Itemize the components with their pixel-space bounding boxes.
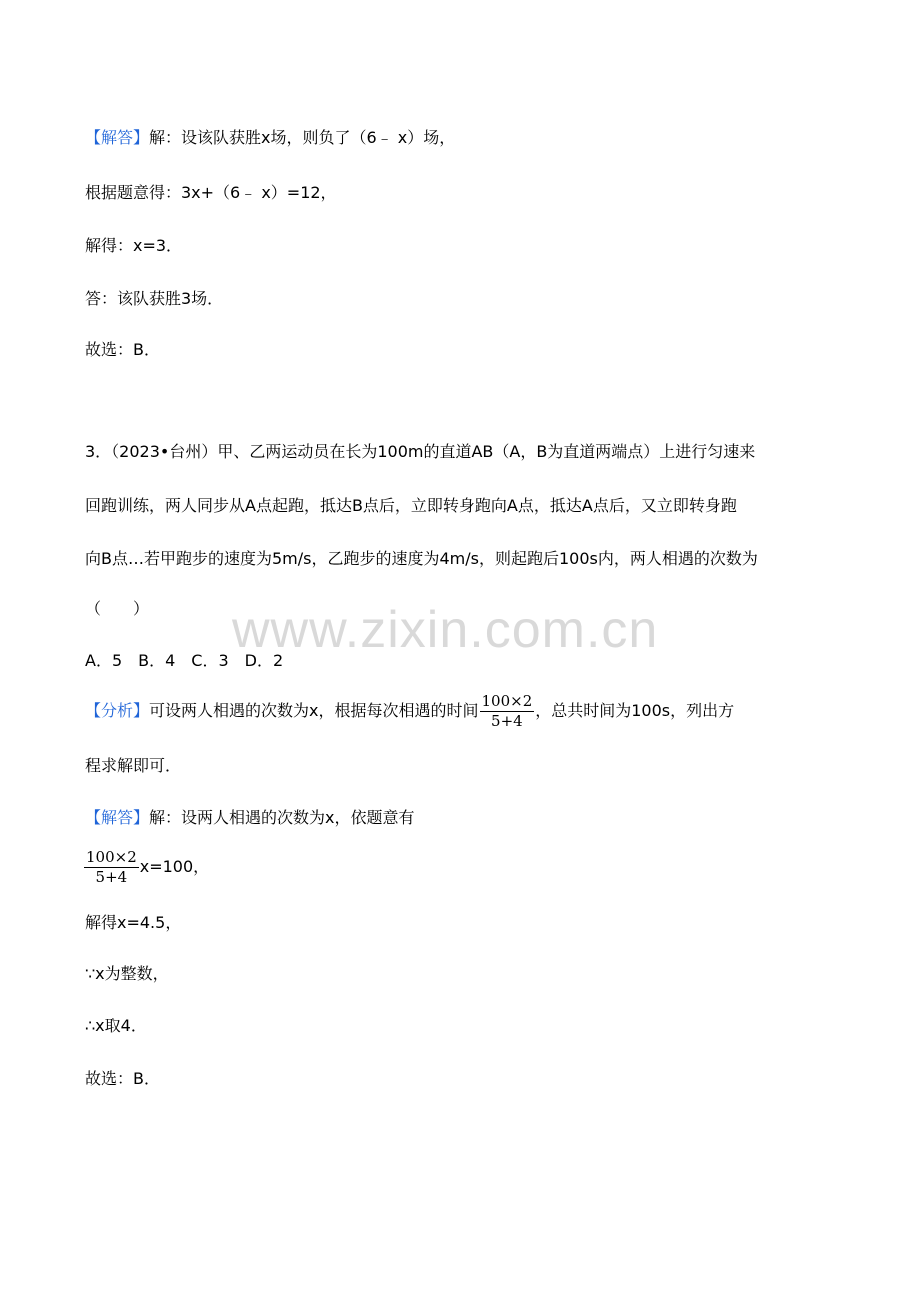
analysis-fraction [480, 693, 535, 730]
question-3-blank: （ ） [85, 599, 150, 618]
solution-line-3: 解得x=4.5， [85, 913, 182, 932]
watermark: www.zixin.com.cn [232, 601, 659, 659]
equation-fraction [84, 849, 139, 886]
solution-equation [83, 848, 209, 886]
analysis-fraction-denominator: 5+4 [491, 712, 523, 730]
answer-line-4: 答：该队获胜3场． [85, 289, 224, 308]
solution-text: 解：设两人相遇的次数为x，依题意有 [149, 808, 415, 827]
answer-line-3: 解得：x=3． [85, 236, 183, 255]
equation-fraction-numerator: 100×2 [86, 848, 137, 866]
answer-line-2: 根据题意得：3x+（6﹣ x）=12， [85, 183, 337, 202]
answer-line-1 [85, 128, 455, 148]
question-3-line-3: 向B点…若甲跑步的速度为5m/s，乙跑步的速度为4m/s，则起跑后100s内，两人相遇的次数为 [85, 549, 758, 568]
analysis-line-1 [85, 692, 734, 730]
analysis-line-2: 程求解即可． [85, 756, 182, 775]
analysis-text-after: ，总共时间为100s，列出方 [535, 701, 735, 720]
question-3-options: A．5 B．4 C．3 D．2 [85, 651, 284, 670]
solution-line-5: ∴x取4． [85, 1016, 147, 1035]
analysis-text-before: 可设两人相遇的次数为x，根据每次相遇的时间 [149, 701, 479, 720]
solution-tag: 【解答】 [85, 808, 150, 827]
answer-tag: 【解答】 [85, 128, 150, 147]
analysis-fraction-numerator: 100×2 [481, 692, 533, 710]
answer-line-5: 故选：B． [85, 340, 160, 359]
question-3-line-2: 回跑训练，两人同步从A点起跑，抵达B点后，立即转身跑向A点，抵达A点后，又立即转身跑 [85, 496, 737, 515]
solution-line-6: 故选：B． [85, 1069, 160, 1088]
equation-rest: x=100， [139, 857, 210, 876]
equation-fraction-denominator: 5+4 [95, 868, 128, 886]
solution-line-1 [85, 808, 415, 828]
question-3-line-1: 3．（2023•台州）甲、乙两运动员在长为100m的直道AB（A，B为直道两端点）上进行匀速来 [85, 442, 756, 461]
analysis-tag: 【分析】 [85, 701, 150, 720]
solution-line-4: ∵x为整数， [85, 964, 169, 983]
answer-text: 解：设该队获胜x场，则负了（6﹣ x）场， [149, 128, 456, 147]
